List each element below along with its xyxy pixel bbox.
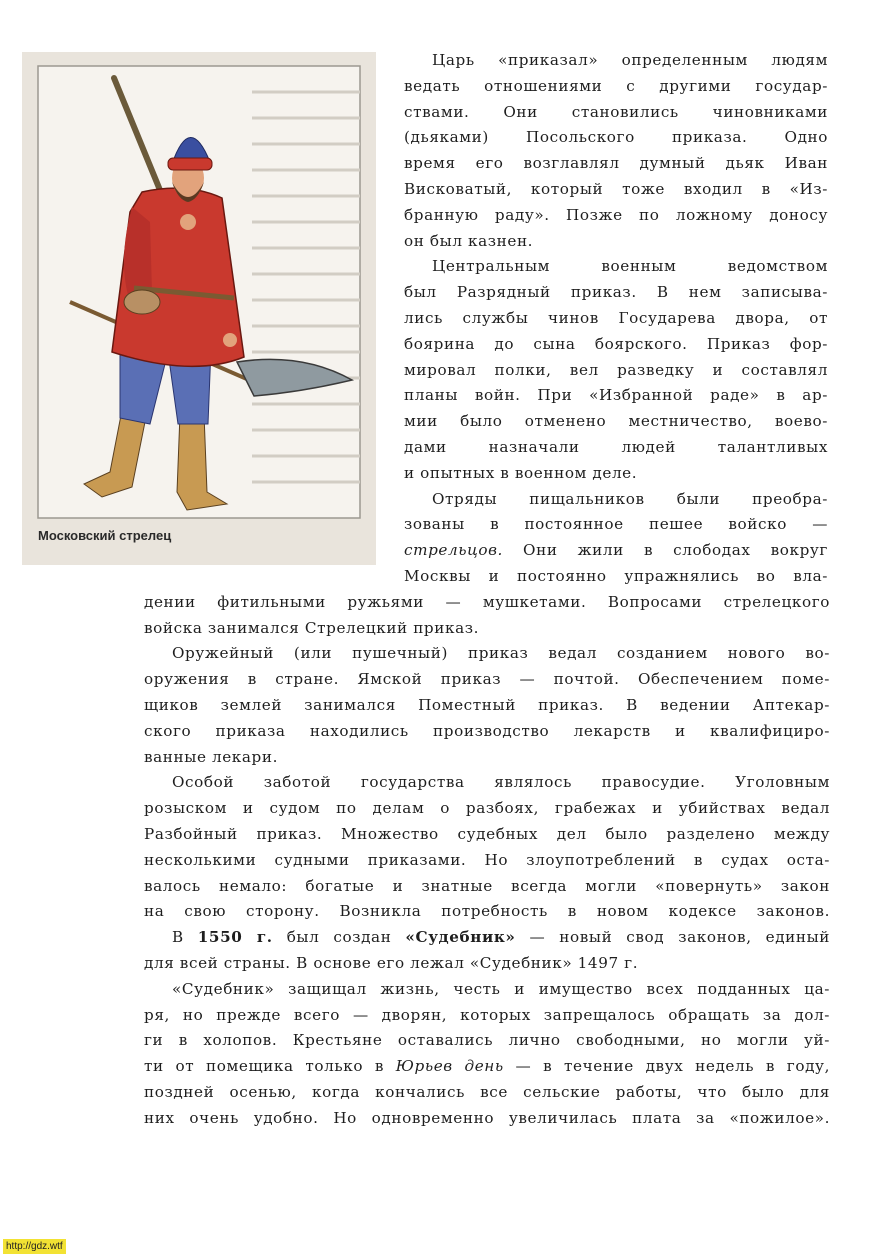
text-line: «Судебник» защищал жизнь, честь и имущество всех подданных ца- bbox=[172, 979, 830, 998]
text-line: Царь «приказал» определенным людям bbox=[432, 51, 828, 69]
text-line: и опытных в военном деле. bbox=[404, 463, 638, 482]
italic-term: Юрьев день bbox=[395, 1057, 504, 1076]
text-line: на свою сторону. Возникла потребность в новом кодексе законов. bbox=[144, 902, 830, 921]
text-line: Разбойный приказ. Множество судебных дел было разделено между bbox=[144, 825, 830, 843]
text-line: (дьяками) Посольского приказа. Одно bbox=[404, 128, 828, 147]
text-line: них очень удобно. Но одновременно увеличилась плата за «пожилое». bbox=[144, 1108, 830, 1127]
text-line: стрельцов. Они жили в слободах вокруг bbox=[404, 541, 828, 560]
text-line: был Разрядный приказ. В нем записыва- bbox=[404, 283, 828, 302]
text-line: бранную раду». Позже по ложному доносу bbox=[404, 205, 828, 224]
figure-caption: Московский стрелец bbox=[38, 528, 172, 543]
text-line: зованы в постоянное пешее войско — bbox=[404, 515, 828, 534]
text-line: Особой заботой государства являлось правосудие. Уголовным bbox=[172, 773, 830, 792]
text-line: для всей страны. В основе его лежал «Судебник» 1497 г. bbox=[144, 954, 639, 972]
text-line: В 1550 г. был создан «Судебник» — новый свод законов, единый bbox=[172, 928, 831, 947]
text-line: ванные лекари. bbox=[144, 747, 279, 766]
illustration-moscow-streltsy bbox=[22, 52, 376, 565]
text-line: планы войн. При «Избранной раде» в ар- bbox=[404, 386, 828, 405]
text-line: Москвы и постоянно упражнялись во вла- bbox=[404, 567, 828, 585]
text-line: Оружейный (или пушечный) приказ ведал созданием нового во- bbox=[172, 644, 830, 663]
text-line: Отряды пищальников были преобра- bbox=[432, 489, 828, 508]
text-line: войска занимался Стрелецкий приказ. bbox=[144, 618, 480, 637]
bold-term: «Судебник» bbox=[405, 928, 516, 947]
text-line: оружения в стране. Ямской приказ — почтой. Обеспечением поме- bbox=[144, 670, 830, 689]
text-line: он был казнен. bbox=[404, 231, 534, 250]
text-line: розыском и судом по делам о разбоях, грабежах и убийствах ведал bbox=[144, 799, 830, 818]
text-line: ря, но прежде всего — дворян, которых запрещалось обращать за дол- bbox=[144, 1005, 830, 1024]
text-line: Центральным военным ведомством bbox=[432, 257, 828, 276]
text-line: поздней осенью, когда кончались все сельские работы, что было для bbox=[144, 1083, 830, 1101]
text-line: ского приказа находились производство лекарств и квалифициро- bbox=[144, 721, 830, 740]
text-line: ти от помещика только в Юрьев день — в течение двух недель в году, bbox=[144, 1057, 831, 1076]
text-line: время его возглавлял думный дьяк Иван bbox=[404, 154, 828, 173]
text-line: дами назначали людей талантливых bbox=[404, 438, 828, 456]
bold-year: 1550 г. bbox=[197, 928, 273, 947]
text-line: ги в холопов. Крестьяне оставались лично свободными, но могли уй- bbox=[144, 1031, 830, 1050]
text-line: дении фитильными ружьями — мушкетами. Вопросами стрелецкого bbox=[144, 592, 830, 611]
italic-term: стрельцов. bbox=[404, 541, 503, 560]
text-line: щиков землей занимался Поместный приказ. В ведении Аптекар- bbox=[144, 696, 830, 714]
text-line: ствами. Они становились чиновниками bbox=[404, 102, 828, 121]
text-line: валось немало: богатые и знатные всегда могли «повернуть» закон bbox=[144, 876, 830, 895]
text-line: мии было отменено местничество, воево- bbox=[404, 412, 828, 431]
streltsy-drawing bbox=[22, 52, 376, 565]
text-line: лись службы чинов Государева двора, от bbox=[404, 309, 828, 327]
text-line: Висковатый, который тоже входил в «Из- bbox=[404, 180, 828, 198]
source-link[interactable]: http://gdz.wtf bbox=[3, 1239, 66, 1254]
text-line: мировал полки, вел разведку и составлял bbox=[404, 360, 828, 379]
text-line: ведать отношениями с другими государ- bbox=[404, 76, 828, 95]
text-line: боярина до сына боярского. Приказ фор- bbox=[404, 334, 828, 353]
text-line: несколькими судными приказами. Но злоупотреблений в судах оста- bbox=[144, 850, 830, 869]
